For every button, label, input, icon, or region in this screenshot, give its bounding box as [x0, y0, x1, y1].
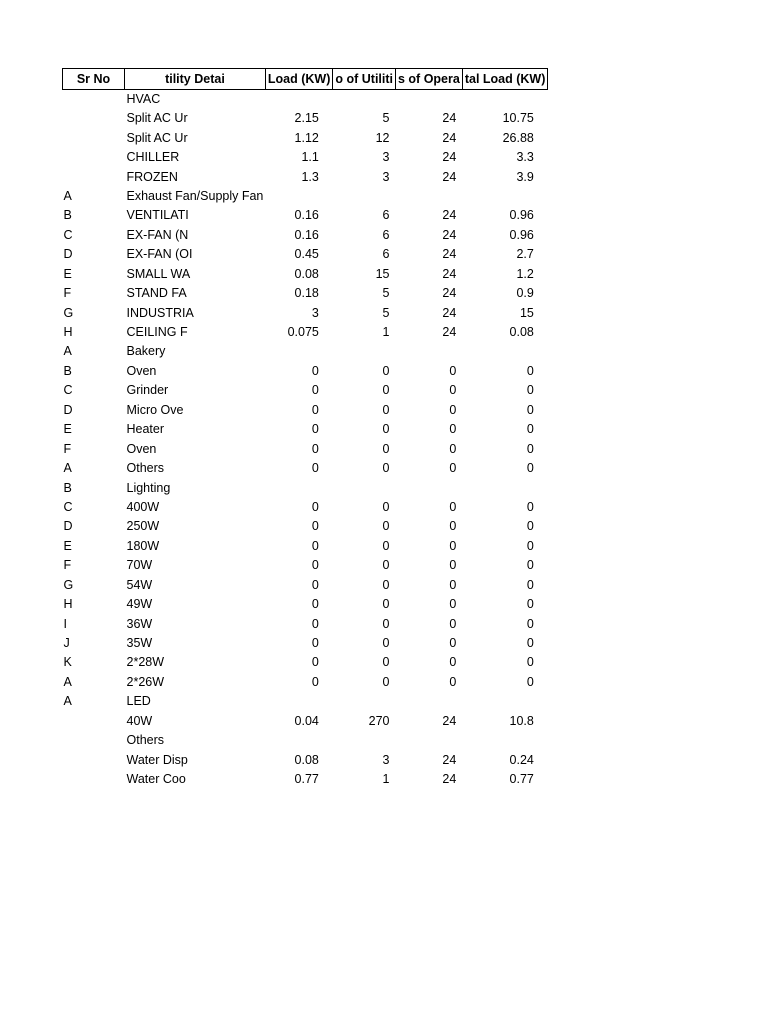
cell-load: [265, 478, 332, 497]
cell-no-of-utilities: 0: [382, 363, 390, 378]
cell-sr-no: A: [63, 694, 72, 709]
cell-total-load: 3.9: [516, 169, 534, 184]
cell-total-load: 0: [526, 499, 534, 514]
cell-sr-no: J: [63, 636, 70, 651]
cell-hours-of-operation: 24: [442, 325, 457, 340]
header-row: [63, 69, 548, 90]
cell-load: 0.08: [294, 266, 319, 281]
cell-utility-details: Oven: [126, 441, 157, 456]
table-row: [63, 517, 548, 536]
cell-total-load: 0: [526, 636, 534, 651]
cell-no-of-utilities: 0: [382, 519, 390, 534]
cell-utility-details: LED: [126, 694, 151, 709]
cell-utility-details: Water Coo: [126, 772, 186, 787]
header-no-of-utilities: o of Utiliti: [333, 69, 396, 90]
cell-total-load: [462, 187, 548, 206]
cell-load: 0: [311, 597, 319, 612]
cell-hours-of-operation: 0: [449, 616, 457, 631]
cell-no-of-utilities: 0: [382, 674, 390, 689]
table-row: [63, 712, 548, 731]
cell-total-load: 0.96: [509, 208, 534, 223]
cell-utility-details: 54W: [126, 577, 153, 592]
cell-no-of-utilities: 6: [382, 247, 390, 262]
cell-load: 0: [311, 499, 319, 514]
cell-load: [265, 692, 332, 711]
cell-load: 0.77: [294, 772, 319, 787]
cell-total-load: 0: [526, 519, 534, 534]
cell-utility-details: 70W: [126, 558, 153, 573]
cell-utility-details: SMALL WA: [126, 266, 191, 281]
cell-hours-of-operation: 0: [449, 402, 457, 417]
cell-hours-of-operation: 24: [442, 150, 457, 165]
cell-hours-of-operation: [396, 187, 463, 206]
cell-total-load: 26.88: [502, 130, 534, 145]
cell-sr-no: B: [63, 363, 72, 378]
table-row: [63, 128, 548, 147]
cell-no-of-utilities: 0: [382, 616, 390, 631]
cell-total-load: 0: [526, 461, 534, 476]
table-row: [63, 634, 548, 653]
cell-no-of-utilities: 15: [375, 266, 390, 281]
cell-sr-no: I: [63, 616, 67, 631]
cell-no-of-utilities: [333, 187, 396, 206]
cell-total-load: 0: [526, 577, 534, 592]
cell-total-load: 15: [519, 305, 534, 320]
cell-total-load: [462, 731, 548, 750]
cell-hours-of-operation: 0: [449, 655, 457, 670]
cell-total-load: 0: [526, 558, 534, 573]
cell-sr-no: F: [63, 441, 72, 456]
cell-no-of-utilities: [333, 478, 396, 497]
cell-sr-no: [63, 148, 125, 167]
cell-load: 0: [311, 441, 319, 456]
cell-no-of-utilities: 0: [382, 558, 390, 573]
cell-sr-no: [63, 109, 125, 128]
cell-no-of-utilities: 5: [382, 111, 390, 126]
cell-utility-details: 2*28W: [126, 655, 165, 670]
cell-load: [265, 342, 332, 361]
cell-load: 0.45: [294, 247, 319, 262]
cell-sr-no: E: [63, 538, 72, 553]
table-row: [63, 381, 548, 400]
cell-hours-of-operation: [396, 478, 463, 497]
cell-load: 0.18: [294, 286, 319, 301]
cell-total-load: 0.77: [509, 772, 534, 787]
table-row: [63, 90, 548, 110]
table-row: [63, 750, 548, 769]
table-row: [63, 187, 548, 206]
table-row: [63, 459, 548, 478]
cell-sr-no: C: [63, 499, 73, 514]
cell-sr-no: G: [63, 305, 74, 320]
cell-utility-details: CEILING F: [126, 325, 188, 340]
cell-sr-no: D: [63, 519, 73, 534]
cell-sr-no: [63, 167, 125, 186]
cell-no-of-utilities: 1: [382, 772, 390, 787]
cell-hours-of-operation: 0: [449, 363, 457, 378]
cell-no-of-utilities: 5: [382, 286, 390, 301]
cell-utility-details: 40W: [126, 713, 153, 728]
cell-no-of-utilities: 12: [375, 130, 390, 145]
cell-hours-of-operation: 0: [449, 461, 457, 476]
cell-total-load: 3.3: [516, 150, 534, 165]
cell-total-load: 0.9: [516, 286, 534, 301]
cell-sr-no: C: [63, 227, 73, 242]
cell-load: 0: [311, 558, 319, 573]
table-row: [63, 109, 548, 128]
cell-hours-of-operation: 24: [442, 130, 457, 145]
cell-load: 0: [311, 674, 319, 689]
table-row: [63, 148, 548, 167]
cell-sr-no: G: [63, 577, 74, 592]
cell-hours-of-operation: 0: [449, 499, 457, 514]
cell-total-load: 1.2: [516, 266, 534, 281]
cell-sr-no: F: [63, 286, 72, 301]
cell-utility-details: Micro Ove: [126, 402, 184, 417]
table-row: [63, 576, 548, 595]
table-row: [63, 595, 548, 614]
cell-utility-details: 400W: [126, 499, 160, 514]
header-sr-no: Sr No: [63, 69, 125, 90]
cell-no-of-utilities: 0: [382, 538, 390, 553]
cell-utility-details: 36W: [126, 616, 153, 631]
table-row: [63, 478, 548, 497]
cell-total-load: [462, 478, 548, 497]
cell-hours-of-operation: 24: [442, 111, 457, 126]
cell-sr-no: D: [63, 402, 73, 417]
cell-no-of-utilities: 1: [382, 325, 390, 340]
cell-no-of-utilities: 0: [382, 422, 390, 437]
cell-utility-details: Exhaust Fan/Supply Fan: [126, 188, 264, 203]
cell-no-of-utilities: 3: [382, 752, 390, 767]
cell-total-load: 0.08: [509, 325, 534, 340]
cell-sr-no: H: [63, 597, 73, 612]
table-row: [63, 342, 548, 361]
cell-no-of-utilities: 6: [382, 208, 390, 223]
cell-hours-of-operation: 24: [442, 169, 457, 184]
cell-total-load: 0: [526, 538, 534, 553]
cell-no-of-utilities: 0: [382, 461, 390, 476]
cell-sr-no: [63, 128, 125, 147]
table-row: [63, 537, 548, 556]
cell-sr-no: [63, 731, 125, 750]
cell-no-of-utilities: [333, 90, 396, 110]
cell-utility-details: 250W: [126, 519, 160, 534]
cell-load: 2.15: [294, 111, 319, 126]
table-row: [63, 420, 548, 439]
cell-utility-details: FROZEN: [126, 169, 178, 184]
cell-load: 0: [311, 422, 319, 437]
cell-sr-no: E: [63, 266, 72, 281]
cell-hours-of-operation: 0: [449, 422, 457, 437]
cell-load: 0: [311, 655, 319, 670]
table-row: [63, 323, 548, 342]
cell-no-of-utilities: 0: [382, 597, 390, 612]
cell-utility-details: Bakery: [126, 344, 166, 359]
cell-no-of-utilities: [333, 692, 396, 711]
cell-utility-details: INDUSTRIA: [126, 305, 194, 320]
cell-sr-no: B: [63, 208, 72, 223]
cell-total-load: [462, 90, 548, 110]
table-row: [63, 245, 548, 264]
cell-utility-details: Water Disp: [126, 752, 188, 767]
cell-sr-no: H: [63, 325, 73, 340]
cell-load: 0: [311, 636, 319, 651]
cell-load: [265, 90, 332, 110]
cell-utility-details: EX-FAN (N: [126, 227, 189, 242]
cell-no-of-utilities: 3: [382, 150, 390, 165]
table-row: [63, 653, 548, 672]
cell-utility-details: Heater: [126, 422, 165, 437]
cell-sr-no: D: [63, 247, 73, 262]
cell-utility-details: Lighting: [126, 480, 171, 495]
cell-total-load: 10.8: [509, 713, 534, 728]
cell-total-load: 0: [526, 674, 534, 689]
cell-load: 0: [311, 577, 319, 592]
header-hours-of-operation: s of Opera: [396, 69, 463, 90]
table-row: [63, 265, 548, 284]
cell-no-of-utilities: 5: [382, 305, 390, 320]
cell-no-of-utilities: 270: [368, 713, 390, 728]
cell-total-load: 0.24: [509, 752, 534, 767]
cell-total-load: 0: [526, 616, 534, 631]
cell-hours-of-operation: 24: [442, 286, 457, 301]
cell-load: 0: [311, 461, 319, 476]
table-row: [63, 770, 548, 789]
cell-load: [265, 187, 332, 206]
table-row: [63, 731, 548, 750]
cell-hours-of-operation: 24: [442, 305, 457, 320]
cell-no-of-utilities: 0: [382, 577, 390, 592]
cell-hours-of-operation: 24: [442, 772, 457, 787]
cell-load: 3: [311, 305, 319, 320]
table-row: [63, 556, 548, 575]
cell-total-load: 0: [526, 441, 534, 456]
cell-load: 0.16: [294, 208, 319, 223]
table-row: [63, 401, 548, 420]
cell-sr-no: A: [63, 188, 72, 203]
cell-no-of-utilities: [333, 731, 396, 750]
cell-no-of-utilities: 3: [382, 169, 390, 184]
cell-total-load: 0: [526, 655, 534, 670]
cell-utility-details: Oven: [126, 363, 157, 378]
cell-load: 0: [311, 538, 319, 553]
cell-sr-no: B: [63, 480, 72, 495]
table-row: [63, 167, 548, 186]
cell-total-load: 0: [526, 363, 534, 378]
cell-hours-of-operation: 24: [442, 227, 457, 242]
cell-hours-of-operation: 0: [449, 519, 457, 534]
cell-load: 0: [311, 363, 319, 378]
cell-no-of-utilities: 0: [382, 441, 390, 456]
cell-utility-details: 35W: [126, 636, 153, 651]
cell-hours-of-operation: [396, 90, 463, 110]
cell-hours-of-operation: 0: [449, 577, 457, 592]
cell-hours-of-operation: [396, 342, 463, 361]
cell-utility-details: Grinder: [126, 383, 169, 398]
cell-no-of-utilities: [333, 342, 396, 361]
cell-hours-of-operation: 24: [442, 752, 457, 767]
cell-hours-of-operation: 0: [449, 597, 457, 612]
cell-utility-details: STAND FA: [126, 286, 187, 301]
cell-sr-no: E: [63, 422, 72, 437]
table-row: [63, 673, 548, 692]
cell-hours-of-operation: 24: [442, 713, 457, 728]
table-row: [63, 226, 548, 245]
table-row: [63, 362, 548, 381]
table-row: [63, 303, 548, 322]
cell-hours-of-operation: 24: [442, 208, 457, 223]
cell-sr-no: [63, 712, 125, 731]
cell-hours-of-operation: 0: [449, 674, 457, 689]
cell-utility-details: 49W: [126, 597, 153, 612]
cell-hours-of-operation: 0: [449, 441, 457, 456]
cell-load: 0.075: [287, 325, 319, 340]
table-row: [63, 439, 548, 458]
cell-load: [265, 731, 332, 750]
table-body: [63, 90, 548, 790]
table-row: [63, 206, 548, 225]
cell-utility-details: HVAC: [126, 92, 161, 106]
cell-total-load: 0.96: [509, 227, 534, 242]
utility-load-table: [62, 68, 548, 789]
cell-total-load: 0: [526, 383, 534, 398]
cell-sr-no: A: [63, 344, 72, 359]
cell-utility-details: VENTILATI: [126, 208, 189, 223]
cell-load: 1.3: [301, 169, 319, 184]
header-total-load: tal Load (KW): [462, 69, 548, 90]
cell-sr-no: [63, 90, 125, 110]
cell-no-of-utilities: 0: [382, 655, 390, 670]
cell-load: 0.16: [294, 227, 319, 242]
cell-hours-of-operation: [396, 731, 463, 750]
cell-load: 0: [311, 519, 319, 534]
cell-sr-no: [63, 750, 125, 769]
cell-total-load: 2.7: [516, 247, 534, 262]
cell-sr-no: [63, 770, 125, 789]
cell-hours-of-operation: 0: [449, 636, 457, 651]
cell-utility-details: 2*26W: [126, 674, 165, 689]
table-row: [63, 614, 548, 633]
cell-load: 0.04: [294, 713, 319, 728]
header-load: Load (KW): [265, 69, 332, 90]
cell-hours-of-operation: 0: [449, 538, 457, 553]
cell-hours-of-operation: 24: [442, 247, 457, 262]
cell-total-load: 0: [526, 597, 534, 612]
cell-utility-details: Split AC Ur: [126, 130, 188, 145]
table-row: [63, 498, 548, 517]
cell-no-of-utilities: 0: [382, 499, 390, 514]
cell-utility-details: CHILLER: [126, 150, 180, 165]
cell-no-of-utilities: 0: [382, 402, 390, 417]
cell-load: 0: [311, 383, 319, 398]
cell-load: 0.08: [294, 752, 319, 767]
cell-hours-of-operation: [396, 692, 463, 711]
table-row: [63, 692, 548, 711]
cell-total-load: [462, 342, 548, 361]
cell-hours-of-operation: 0: [449, 383, 457, 398]
cell-sr-no: F: [63, 558, 72, 573]
cell-utility-details: EX-FAN (OI: [126, 247, 193, 262]
cell-load: 0: [311, 402, 319, 417]
cell-total-load: 0: [526, 422, 534, 437]
cell-sr-no: A: [63, 674, 72, 689]
cell-load: 0: [311, 616, 319, 631]
cell-hours-of-operation: 24: [442, 266, 457, 281]
cell-total-load: [462, 692, 548, 711]
cell-no-of-utilities: 0: [382, 383, 390, 398]
cell-total-load: 10.75: [502, 111, 534, 126]
cell-sr-no: C: [63, 383, 73, 398]
cell-sr-no: K: [63, 655, 72, 670]
cell-utility-details: Others: [126, 733, 165, 748]
cell-load: 1.1: [301, 150, 319, 165]
cell-load: 1.12: [294, 130, 319, 145]
cell-utility-details: Split AC Ur: [126, 111, 188, 126]
cell-no-of-utilities: 6: [382, 227, 390, 242]
cell-hours-of-operation: 0: [449, 558, 457, 573]
cell-utility-details: 180W: [126, 538, 160, 553]
cell-total-load: 0: [526, 402, 534, 417]
cell-sr-no: A: [63, 461, 72, 476]
table-row: [63, 284, 548, 303]
cell-utility-details: Others: [126, 461, 165, 476]
header-utility-details: tility Detai: [125, 69, 266, 90]
cell-no-of-utilities: 0: [382, 636, 390, 651]
